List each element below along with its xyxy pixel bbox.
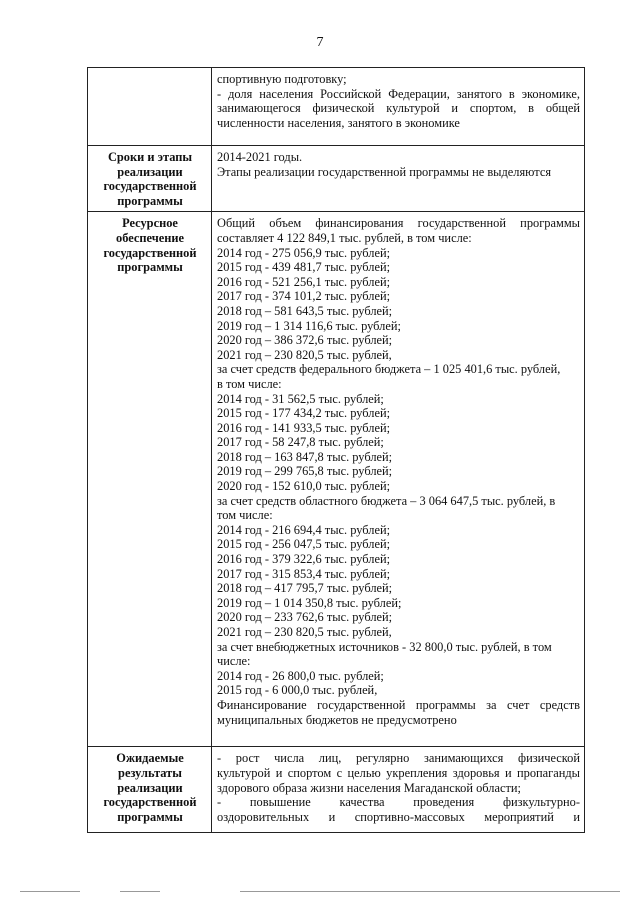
- content-line: 2016 год - 379 322,6 тыс. рублей;: [217, 552, 391, 567]
- row-label-line: государственной: [103, 179, 197, 194]
- table-row: [88, 212, 585, 747]
- content-line: за счет внебюджетных источников - 32 800,0 тыс. рублей, в том: [217, 639, 552, 654]
- content-line: - доля населения Российской Федерации, занятого в экономике,: [217, 86, 580, 101]
- content-line: 2021 год – 230 820,5 тыс. рублей,: [217, 347, 392, 362]
- table-row: [88, 68, 585, 146]
- content-line: 2016 год - 521 256,1 тыс. рублей;: [217, 274, 391, 289]
- content-line: 2015 год - 6 000,0 тыс. рублей,: [217, 683, 378, 698]
- scan-artifact: [20, 891, 80, 892]
- row-label-line: Сроки и этапы: [107, 150, 193, 164]
- scan-artifact: [240, 891, 620, 892]
- row-content: [212, 146, 585, 212]
- content-line: 2020 год – 386 372,6 тыс. рублей;: [217, 333, 393, 348]
- row-label-line: реализации: [117, 780, 183, 795]
- content-line: культурой и спортом с целью укрепления здоровья и пропаганды: [217, 765, 580, 780]
- content-line: в том числе:: [217, 376, 282, 391]
- content-line: за счет средств областного бюджета – 3 064 647,5 тыс. рублей, в: [217, 493, 556, 508]
- content-line: том числе:: [217, 508, 273, 523]
- content-line: 2014 год - 26 800,0 тыс. рублей;: [217, 668, 384, 683]
- content-line: 2020 год - 152 610,0 тыс. рублей;: [217, 479, 391, 494]
- content-line: муниципальных бюджетов не предусмотрено: [217, 712, 457, 727]
- content-line: - рост числа лиц, регулярно занимающихся физической: [217, 751, 580, 766]
- content-line: оздоровительных и спортивно-массовых мероприятий и: [217, 809, 580, 824]
- row-label-line: программы: [117, 193, 183, 208]
- content-line: Финансирование государственной программы за счет средств: [217, 697, 580, 712]
- content-line: 2014 год - 31 562,5 тыс. рублей;: [217, 391, 384, 406]
- content-line: за счет средств федерального бюджета – 1 025 401,6 тыс. рублей,: [217, 362, 561, 377]
- row-label-line: результаты: [118, 765, 182, 780]
- content-line: 2020 год – 233 762,6 тыс. рублей;: [217, 610, 393, 625]
- row-label-line: государственной: [103, 245, 197, 260]
- row-label-line: Ресурсное: [122, 216, 178, 231]
- content-line: 2018 год – 417 795,7 тыс. рублей;: [217, 581, 393, 596]
- row-label-line: Ожидаемые: [116, 751, 184, 766]
- table-row: [88, 747, 585, 833]
- row-content: [212, 212, 585, 747]
- content-line: Общий объем финансирования государственной программы: [217, 216, 580, 231]
- content-line: численности населения, занятого в экономике: [217, 115, 460, 130]
- content-line: 2018 год – 581 643,5 тыс. рублей;: [217, 303, 393, 318]
- row-label-line: реализации: [117, 164, 183, 179]
- row-label: [88, 747, 212, 833]
- content-line: здорового образа жизни населения Магаданской области;: [217, 780, 521, 795]
- content-line: 2017 год - 315 853,4 тыс. рублей;: [217, 566, 391, 581]
- content-line: числе:: [217, 654, 251, 669]
- content-line: 2015 год - 439 481,7 тыс. рублей;: [217, 260, 391, 275]
- content-line: - повышение качества проведения физкультурно-: [217, 795, 580, 810]
- content-line: 2018 год – 163 847,8 тыс. рублей;: [217, 449, 393, 464]
- row-label: [88, 212, 212, 747]
- scan-artifact: [120, 891, 160, 892]
- row-label-line: государственной: [103, 795, 197, 810]
- content-line: 2019 год – 1 314 116,6 тыс. рублей;: [217, 318, 401, 333]
- content-line: 2015 год - 177 434,2 тыс. рублей;: [217, 406, 391, 421]
- row-label-line: программы: [117, 809, 183, 824]
- row-label-line: программы: [117, 260, 183, 275]
- content-line: 2017 год - 58 247,8 тыс. рублей;: [217, 435, 384, 450]
- row-label: [88, 68, 212, 146]
- row-content: [212, 747, 585, 833]
- content-line: 2015 год - 256 047,5 тыс. рублей;: [217, 537, 391, 552]
- content-line: 2019 год – 1 014 350,8 тыс. рублей;: [217, 595, 402, 610]
- row-content: [212, 68, 585, 146]
- content-line: Этапы реализации государственной программы не выделяются: [217, 164, 552, 179]
- content-line: 2014-2021 годы.: [217, 150, 303, 164]
- passport-table: [87, 67, 585, 833]
- content-line: составляет 4 122 849,1 тыс. рублей, в том числе:: [217, 230, 472, 245]
- content-line: 2014 год - 216 694,4 тыс. рублей;: [217, 522, 391, 537]
- content-line: 2016 год - 141 933,5 тыс. рублей;: [217, 420, 391, 435]
- content-line: 2019 год – 299 765,8 тыс. рублей;: [217, 464, 393, 479]
- content-line: 2014 год - 275 056,9 тыс. рублей;: [217, 245, 391, 260]
- row-label: [88, 146, 212, 212]
- table-row: [88, 146, 585, 212]
- content-line: 2017 год - 374 101,2 тыс. рублей;: [217, 289, 391, 304]
- content-line: 2021 год – 230 820,5 тыс. рублей,: [217, 625, 392, 639]
- content-line: спортивную подготовку;: [217, 72, 347, 86]
- page-number: 7: [316, 35, 324, 50]
- row-label-line: обеспечение: [116, 230, 184, 245]
- content-line: занимающегося физической культурой и спортом, в общей: [217, 101, 580, 116]
